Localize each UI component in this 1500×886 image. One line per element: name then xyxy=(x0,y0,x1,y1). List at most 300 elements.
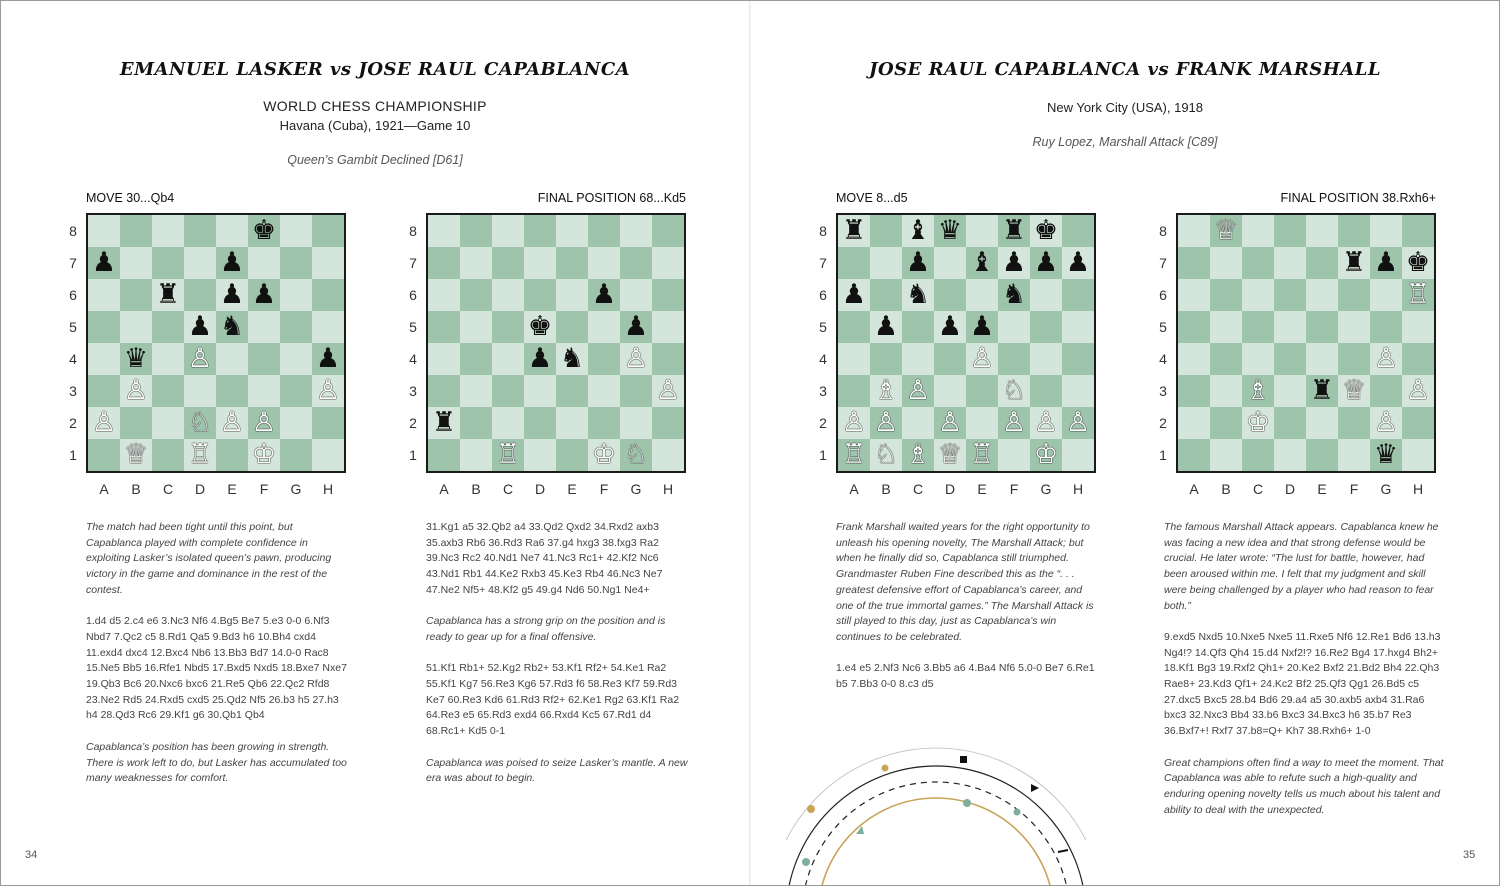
square-c3 xyxy=(152,375,184,407)
square-c4 xyxy=(152,343,184,375)
orbit-ring-faint xyxy=(786,748,1086,885)
file-label: H xyxy=(1412,481,1424,497)
square-e8 xyxy=(966,215,998,247)
commentary-paragraph: The match had been tight until this point, but Capablanca played with complete confidence in exploiting Lasker’s isolated queen’s pawn, producing victory in the game and dominance in the rest of the contest. xyxy=(86,521,332,596)
square-h5 xyxy=(652,311,684,343)
square-a6 xyxy=(838,279,870,311)
square-h6 xyxy=(312,279,344,311)
square-a5 xyxy=(1178,311,1210,343)
right-board2-label: FINAL POSITION 38.Rxh6+ xyxy=(1280,191,1436,205)
rank-label: 8 xyxy=(1159,223,1167,239)
square-g4 xyxy=(1030,343,1062,375)
square-a8 xyxy=(1178,215,1210,247)
file-label: C xyxy=(1252,481,1264,497)
square-f1 xyxy=(588,439,620,471)
square-d8 xyxy=(524,215,556,247)
rank-label: 1 xyxy=(69,447,77,463)
square-f6 xyxy=(1338,279,1370,311)
square-f7 xyxy=(588,247,620,279)
chess-piece-icon: ♟ xyxy=(251,279,277,310)
chess-piece-icon: ♖ xyxy=(841,439,867,470)
square-e6 xyxy=(1306,279,1338,311)
square-c1 xyxy=(902,439,934,471)
square-f3 xyxy=(588,375,620,407)
square-c2 xyxy=(1242,407,1274,439)
chess-piece-icon: ♞ xyxy=(219,311,245,342)
square-b1 xyxy=(120,439,152,471)
chess-piece-icon: ♟ xyxy=(1373,247,1399,278)
square-c8 xyxy=(1242,215,1274,247)
chess-piece-icon: ♖ xyxy=(495,439,521,470)
square-e3 xyxy=(1306,375,1338,407)
square-f1 xyxy=(998,439,1030,471)
square-f6 xyxy=(588,279,620,311)
chess-piece-icon: ♘ xyxy=(1001,375,1027,406)
left-board1-label: MOVE 30...Qb4 xyxy=(86,191,175,205)
chess-piece-icon: ♞ xyxy=(905,279,931,310)
chess-piece-icon: ♖ xyxy=(187,439,213,470)
chess-piece-icon: ♙ xyxy=(1373,343,1399,374)
square-a3 xyxy=(1178,375,1210,407)
square-g2 xyxy=(280,407,312,439)
chess-piece-icon: ♟ xyxy=(969,311,995,342)
move-list-paragraph: 51.Kf1 Rb1+ 52.Kg2 Rb2+ 53.Kf1 Rf2+ 54.Ke1 Ra2 55.Kf1 Kg7 56.Re3 Kg6 57.Rd3 f6 58.Re3 Kf7 59.Rd3 Ke7 60.Re3 Kd6 61.Rd3 Rf2+ 62.Ke1 Rg2 63.Kf1 Ra2 64.Re3 e5 65.Rd3 exd4 66.Rxd4 Kc5 67.Rd1 d4 68.Rc1+ Kd5 0-1 xyxy=(426,662,680,738)
square-e4 xyxy=(216,343,248,375)
square-f6 xyxy=(998,279,1030,311)
rank-label: 8 xyxy=(409,223,417,239)
square-b1 xyxy=(1210,439,1242,471)
chess-piece-icon: ♙ xyxy=(937,407,963,438)
square-d1 xyxy=(184,439,216,471)
square-c2 xyxy=(152,407,184,439)
square-f4 xyxy=(248,343,280,375)
orbit-square-marker xyxy=(960,756,967,763)
chess-piece-icon: ♕ xyxy=(1213,215,1239,246)
square-g7 xyxy=(280,247,312,279)
square-b2 xyxy=(120,407,152,439)
rank-label: 2 xyxy=(1159,415,1167,431)
square-g7 xyxy=(1030,247,1062,279)
square-d8 xyxy=(184,215,216,247)
square-d5 xyxy=(934,311,966,343)
square-d7 xyxy=(184,247,216,279)
square-a6 xyxy=(88,279,120,311)
rank-label: 1 xyxy=(819,447,827,463)
square-f2 xyxy=(998,407,1030,439)
right-board1-label: MOVE 8...d5 xyxy=(836,191,908,205)
square-d6 xyxy=(1274,279,1306,311)
square-b3 xyxy=(460,375,492,407)
square-b6 xyxy=(120,279,152,311)
square-b7 xyxy=(1210,247,1242,279)
square-g5 xyxy=(1030,311,1062,343)
rank-label: 5 xyxy=(69,319,77,335)
book-gutter xyxy=(749,1,751,885)
square-h1 xyxy=(1402,439,1434,471)
square-d4 xyxy=(1274,343,1306,375)
square-h6 xyxy=(1402,279,1434,311)
chess-piece-icon: ♟ xyxy=(187,311,213,342)
file-label: B xyxy=(881,481,891,497)
square-d8 xyxy=(1274,215,1306,247)
chess-piece-icon: ♞ xyxy=(1001,279,1027,310)
left-venue: Havana (Cuba), 1921—Game 10 xyxy=(279,118,471,133)
square-g3 xyxy=(280,375,312,407)
square-d5 xyxy=(524,311,556,343)
square-g4 xyxy=(1370,343,1402,375)
square-a6 xyxy=(1178,279,1210,311)
chess-piece-icon: ♟ xyxy=(1065,247,1091,278)
square-a2 xyxy=(428,407,460,439)
chess-piece-icon: ♙ xyxy=(251,407,277,438)
chess-piece-icon: ♙ xyxy=(623,343,649,374)
square-d1 xyxy=(1274,439,1306,471)
square-f2 xyxy=(588,407,620,439)
rank-label: 6 xyxy=(819,287,827,303)
square-a8 xyxy=(428,215,460,247)
square-f2 xyxy=(248,407,280,439)
file-label: A xyxy=(849,481,859,497)
square-c2 xyxy=(492,407,524,439)
page-number-right: 35 xyxy=(1463,849,1476,861)
rank-label: 1 xyxy=(1159,447,1167,463)
rank-label: 7 xyxy=(1159,255,1167,271)
chess-board-right-2 xyxy=(1176,213,1436,473)
rank-label: 6 xyxy=(409,287,417,303)
square-c8 xyxy=(492,215,524,247)
square-h5 xyxy=(1062,311,1094,343)
square-f4 xyxy=(1338,343,1370,375)
chess-piece-icon: ♟ xyxy=(219,279,245,310)
file-label: E xyxy=(567,481,577,497)
square-g3 xyxy=(1370,375,1402,407)
square-a7 xyxy=(838,247,870,279)
square-h4 xyxy=(312,343,344,375)
file-label: H xyxy=(322,481,334,497)
square-a5 xyxy=(88,311,120,343)
square-b2 xyxy=(870,407,902,439)
square-c8 xyxy=(902,215,934,247)
square-d3 xyxy=(934,375,966,407)
square-d6 xyxy=(524,279,556,311)
square-g6 xyxy=(280,279,312,311)
square-d5 xyxy=(1274,311,1306,343)
square-h2 xyxy=(652,407,684,439)
square-h3 xyxy=(312,375,344,407)
file-label: A xyxy=(439,481,449,497)
chess-piece-icon: ♜ xyxy=(431,407,457,438)
square-f5 xyxy=(1338,311,1370,343)
square-h8 xyxy=(312,215,344,247)
file-label: C xyxy=(912,481,924,497)
square-f4 xyxy=(998,343,1030,375)
square-f7 xyxy=(998,247,1030,279)
rank-label: 3 xyxy=(819,383,827,399)
chess-piece-icon: ♙ xyxy=(905,375,931,406)
square-b5 xyxy=(120,311,152,343)
square-c6 xyxy=(902,279,934,311)
square-b4 xyxy=(460,343,492,375)
rank-label: 6 xyxy=(1159,287,1167,303)
rank-label: 3 xyxy=(1159,383,1167,399)
square-f3 xyxy=(998,375,1030,407)
chess-piece-icon: ♕ xyxy=(123,439,149,470)
chess-piece-icon: ♟ xyxy=(591,279,617,310)
square-a2 xyxy=(1178,407,1210,439)
chess-piece-icon: ♙ xyxy=(841,407,867,438)
chess-piece-icon: ♟ xyxy=(527,343,553,374)
square-c4 xyxy=(902,343,934,375)
file-label: G xyxy=(630,481,642,497)
square-f7 xyxy=(248,247,280,279)
square-h4 xyxy=(652,343,684,375)
square-e7 xyxy=(556,247,588,279)
square-d2 xyxy=(1274,407,1306,439)
square-h2 xyxy=(1402,407,1434,439)
chess-piece-icon: ♚ xyxy=(1405,247,1431,278)
chess-piece-icon: ♗ xyxy=(873,375,899,406)
chess-board-right-1 xyxy=(836,213,1096,473)
file-label: H xyxy=(662,481,674,497)
square-c5 xyxy=(152,311,184,343)
chess-piece-icon: ♘ xyxy=(873,439,899,470)
square-c1 xyxy=(1242,439,1274,471)
square-g5 xyxy=(620,311,652,343)
orbit-dot xyxy=(807,805,815,813)
chess-piece-icon: ♟ xyxy=(873,311,899,342)
square-g1 xyxy=(620,439,652,471)
square-e7 xyxy=(216,247,248,279)
chess-piece-icon: ♙ xyxy=(315,375,341,406)
file-label: G xyxy=(290,481,302,497)
rank-label: 7 xyxy=(819,255,827,271)
square-g7 xyxy=(620,247,652,279)
square-e3 xyxy=(556,375,588,407)
square-e1 xyxy=(556,439,588,471)
square-h3 xyxy=(652,375,684,407)
square-d4 xyxy=(524,343,556,375)
square-b7 xyxy=(460,247,492,279)
chess-piece-icon: ♙ xyxy=(1373,407,1399,438)
square-a8 xyxy=(88,215,120,247)
orbit-dot xyxy=(802,858,810,866)
square-a1 xyxy=(838,439,870,471)
square-c7 xyxy=(152,247,184,279)
square-g8 xyxy=(1370,215,1402,247)
square-g2 xyxy=(1030,407,1062,439)
right-venue: New York City (USA), 1918 xyxy=(1046,100,1204,115)
square-c3 xyxy=(492,375,524,407)
chess-piece-icon: ♘ xyxy=(187,407,213,438)
rank-label: 3 xyxy=(409,383,417,399)
left-event: WORLD CHESS CHAMPIONSHIP xyxy=(263,98,487,114)
square-f4 xyxy=(588,343,620,375)
square-g8 xyxy=(620,215,652,247)
chess-piece-icon: ♙ xyxy=(969,343,995,374)
rank-label: 3 xyxy=(69,383,77,399)
file-label: F xyxy=(1349,481,1359,497)
square-h7 xyxy=(1062,247,1094,279)
file-label: G xyxy=(1380,481,1392,497)
chess-piece-icon: ♛ xyxy=(123,343,149,374)
square-c4 xyxy=(492,343,524,375)
square-e7 xyxy=(966,247,998,279)
square-f8 xyxy=(248,215,280,247)
chess-piece-icon: ♝ xyxy=(905,215,931,246)
square-d3 xyxy=(1274,375,1306,407)
file-label: D xyxy=(194,481,206,497)
square-g1 xyxy=(280,439,312,471)
square-h4 xyxy=(1402,343,1434,375)
square-d5 xyxy=(184,311,216,343)
square-b2 xyxy=(1210,407,1242,439)
square-e4 xyxy=(1306,343,1338,375)
square-b1 xyxy=(460,439,492,471)
commentary-paragraph: Frank Marshall waited years for the right opportunity to unleash his opening novelty, The Marshall Attack; but when he finally did so, Capablanca still triumphed. Grandmaster Ruben Fine described this as the “. . . greatest defensive effort of Capablanca’s career, and one of the true immortal games.” The Marshall Attack is still played to this day, just as Capablanca’s win continues to be celebrated. xyxy=(836,521,1094,643)
left-opening: Queen’s Gambit Declined [D61] xyxy=(287,153,463,167)
chess-piece-icon: ♟ xyxy=(623,311,649,342)
square-h8 xyxy=(1062,215,1094,247)
square-e1 xyxy=(216,439,248,471)
square-a1 xyxy=(88,439,120,471)
square-h7 xyxy=(1402,247,1434,279)
chess-piece-icon: ♗ xyxy=(1245,375,1271,406)
square-c5 xyxy=(902,311,934,343)
square-c2 xyxy=(902,407,934,439)
rank-label: 4 xyxy=(69,351,77,367)
square-d6 xyxy=(184,279,216,311)
file-label: C xyxy=(162,481,174,497)
chess-piece-icon: ♗ xyxy=(905,439,931,470)
square-a3 xyxy=(428,375,460,407)
square-b6 xyxy=(870,279,902,311)
square-d7 xyxy=(934,247,966,279)
square-b6 xyxy=(460,279,492,311)
square-c3 xyxy=(902,375,934,407)
square-a7 xyxy=(88,247,120,279)
chess-piece-icon: ♕ xyxy=(1341,375,1367,406)
chess-piece-icon: ♜ xyxy=(1309,375,1335,406)
move-list-paragraph: 1.e4 e5 2.Nf3 Nc6 3.Bb5 a6 4.Ba4 Nf6 5.0-0 Be7 6.Re1 b5 7.Bb3 0-0 8.c3 d5 xyxy=(836,662,1095,691)
square-d2 xyxy=(934,407,966,439)
commentary-paragraph: The famous Marshall Attack appears. Capablanca knew he was facing a new idea and that strong defense would be crucial. He later wrote: “The lust for battle, however, had been aroused within me. I felt that my judgment and skill were being challenged by a player who had reason to fear both.” xyxy=(1164,521,1439,612)
square-e5 xyxy=(966,311,998,343)
square-a2 xyxy=(88,407,120,439)
square-e3 xyxy=(966,375,998,407)
chess-piece-icon: ♔ xyxy=(1033,439,1059,470)
square-d7 xyxy=(1274,247,1306,279)
square-f7 xyxy=(1338,247,1370,279)
orbit-dot xyxy=(963,799,971,807)
square-h7 xyxy=(312,247,344,279)
orbit-tick-marker xyxy=(1058,850,1068,852)
square-f5 xyxy=(588,311,620,343)
chess-piece-icon: ♙ xyxy=(1001,407,1027,438)
chess-piece-icon: ♙ xyxy=(873,407,899,438)
square-b8 xyxy=(1210,215,1242,247)
square-e1 xyxy=(966,439,998,471)
square-b2 xyxy=(460,407,492,439)
square-f1 xyxy=(248,439,280,471)
square-e4 xyxy=(966,343,998,375)
move-list-paragraph: 31.Kg1 a5 32.Qb2 a4 33.Qd2 Qxd2 34.Rxd2 axb3 35.axb3 Rb6 36.Rd3 Ra6 37.g4 hxg3 38.fxg3 Ra2 39.Nc3 Rc2 40.Nd1 Ne7 41.Nc3 Rc1+ 42.Kf2 Nc6 43.Nd1 Rb1 44.Ke2 Rxb3 45.Ke3 Rb4 46.Nc3 Ne7 47.Ne2 Nf5+ 48.Kf2 g5 49.g4 Nd6 50.Ng1 Ne4+ xyxy=(426,521,663,596)
chess-piece-icon: ♚ xyxy=(527,311,553,342)
chess-piece-icon: ♛ xyxy=(937,215,963,246)
commentary-paragraph: Capablanca has a strong grip on the position and is ready to gear up for a final offensive. xyxy=(426,615,666,643)
file-label: F xyxy=(599,481,609,497)
square-d8 xyxy=(934,215,966,247)
square-f3 xyxy=(248,375,280,407)
square-d3 xyxy=(524,375,556,407)
square-b8 xyxy=(870,215,902,247)
square-c8 xyxy=(152,215,184,247)
rank-label: 8 xyxy=(819,223,827,239)
square-a4 xyxy=(88,343,120,375)
square-a4 xyxy=(1178,343,1210,375)
chess-board-left-2 xyxy=(426,213,686,473)
right-text-column-1 xyxy=(836,520,1098,708)
square-f8 xyxy=(998,215,1030,247)
chess-piece-icon: ♟ xyxy=(219,247,245,278)
square-e5 xyxy=(216,311,248,343)
square-h4 xyxy=(1062,343,1094,375)
chess-piece-icon: ♜ xyxy=(841,215,867,246)
square-f5 xyxy=(248,311,280,343)
chess-piece-icon: ♙ xyxy=(1033,407,1059,438)
square-g2 xyxy=(620,407,652,439)
chess-piece-icon: ♔ xyxy=(591,439,617,470)
square-c5 xyxy=(1242,311,1274,343)
square-a7 xyxy=(1178,247,1210,279)
rank-label: 4 xyxy=(409,351,417,367)
square-b1 xyxy=(870,439,902,471)
square-d1 xyxy=(524,439,556,471)
square-e8 xyxy=(216,215,248,247)
square-g6 xyxy=(1370,279,1402,311)
chess-piece-icon: ♙ xyxy=(1065,407,1091,438)
square-b4 xyxy=(120,343,152,375)
square-a7 xyxy=(428,247,460,279)
file-label: F xyxy=(1009,481,1019,497)
square-e2 xyxy=(556,407,588,439)
square-e2 xyxy=(966,407,998,439)
chess-piece-icon: ♞ xyxy=(559,343,585,374)
square-b3 xyxy=(1210,375,1242,407)
square-h1 xyxy=(1062,439,1094,471)
square-g2 xyxy=(1370,407,1402,439)
square-b7 xyxy=(870,247,902,279)
square-e6 xyxy=(966,279,998,311)
square-g3 xyxy=(1030,375,1062,407)
orbit-dot xyxy=(1014,809,1021,816)
chess-piece-icon: ♚ xyxy=(1033,215,1059,246)
square-b5 xyxy=(1210,311,1242,343)
chess-piece-icon: ♟ xyxy=(315,343,341,374)
chess-piece-icon: ♜ xyxy=(1341,247,1367,278)
square-d7 xyxy=(524,247,556,279)
orbit-ring-outer xyxy=(786,766,1086,885)
square-a1 xyxy=(1178,439,1210,471)
square-a4 xyxy=(428,343,460,375)
square-d3 xyxy=(184,375,216,407)
square-a3 xyxy=(838,375,870,407)
chess-piece-icon: ♛ xyxy=(1373,439,1399,470)
rank-label: 7 xyxy=(69,255,77,271)
square-e6 xyxy=(216,279,248,311)
chess-piece-icon: ♟ xyxy=(1001,247,1027,278)
chess-piece-icon: ♕ xyxy=(937,439,963,470)
chess-piece-icon: ♜ xyxy=(1001,215,1027,246)
